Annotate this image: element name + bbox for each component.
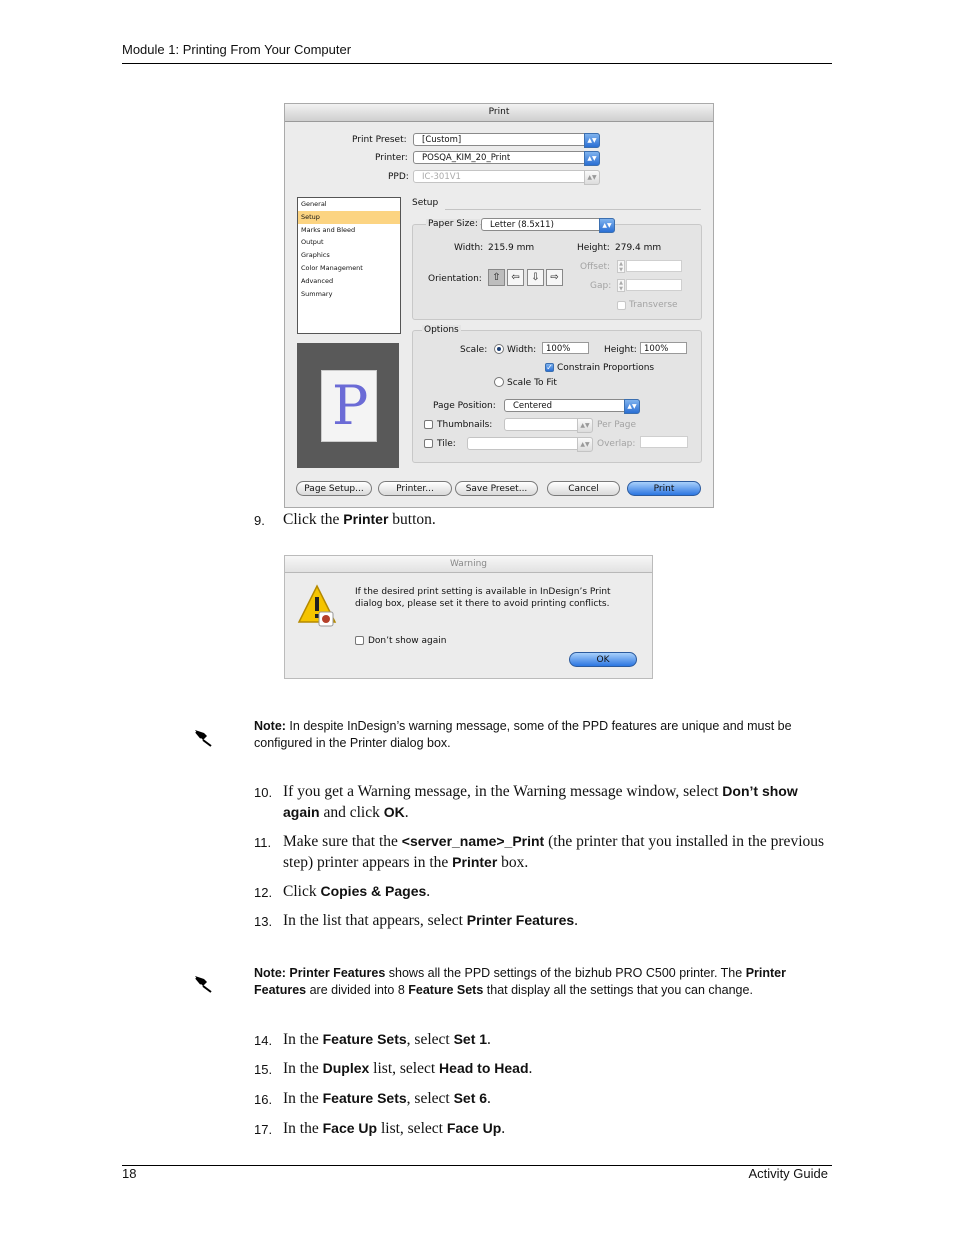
step-text: . (487, 1031, 491, 1048)
print-button[interactable]: Print (627, 481, 701, 496)
note-bold: Printer Features (254, 966, 786, 997)
page-number: 18 (122, 1166, 137, 1181)
step-16 (254, 1088, 491, 1109)
step-15 (254, 1058, 533, 1079)
step-text: list, select (369, 1060, 440, 1077)
height-value: 279.4 mm (615, 243, 662, 253)
step-number: 9. (254, 513, 265, 528)
step-text: Click (283, 883, 321, 900)
dont-show-label: Don’t show again (368, 636, 447, 646)
step-number: 10. (254, 785, 273, 800)
width-value: 215.9 mm (488, 243, 535, 253)
warning-title: Warning (285, 556, 652, 573)
thumbnails-checkbox[interactable] (424, 420, 433, 429)
step-text: Click the (283, 511, 344, 528)
warning-message-line2: dialog box, please set it there to avoid printing conflicts. (355, 599, 610, 609)
section-list[interactable] (297, 197, 401, 334)
scale-to-fit-radio[interactable] (494, 377, 504, 387)
note-label: Note: (254, 966, 290, 980)
header-rule (122, 63, 832, 64)
step-9 (254, 509, 436, 530)
popup-arrows-icon: ▲▼ (584, 170, 600, 185)
dialog-title: Print (285, 104, 713, 122)
step-text: Make sure that the (283, 833, 402, 850)
printer-value: POSQA_KIM_20_Print (422, 153, 511, 163)
step-12 (254, 881, 431, 902)
note-text: are divided into 8 (306, 983, 409, 997)
step-bold: Set 1 (453, 1031, 488, 1047)
section-item-marks[interactable]: Marks and Bleed (301, 225, 356, 234)
step-bold: OK (383, 804, 405, 820)
step-text: In the (283, 1090, 323, 1107)
scale-width-label: Width: (507, 345, 537, 355)
portrait-button[interactable]: ⇧ (488, 269, 505, 286)
gap-label: Gap: (590, 281, 612, 291)
section-item-setup[interactable]: Setup (298, 211, 400, 224)
note-bold: Feature Sets (408, 983, 484, 997)
note-1 (254, 718, 832, 752)
options-heading: Options (424, 325, 459, 335)
note-label: Note: (254, 719, 286, 733)
paper-size-select[interactable] (481, 218, 615, 231)
paper-size-label: Paper Size: (428, 219, 478, 229)
step-number: 16. (254, 1092, 273, 1107)
note-text: that display all the settings that you can change. (483, 983, 753, 997)
step-11 (254, 831, 828, 873)
step-14 (254, 1029, 491, 1050)
step-number: 12. (254, 885, 273, 900)
footer-title: Activity Guide (748, 1166, 828, 1181)
gap-field[interactable] (626, 279, 682, 291)
step-bold: Don’t show again (283, 783, 798, 820)
dont-show-checkbox[interactable] (355, 636, 364, 645)
scale-height-field[interactable]: 100% (640, 342, 687, 354)
reverse-portrait-button[interactable]: ⇩ (527, 269, 544, 286)
step-text: If you get a Warning message, in the Warning message window, select (283, 783, 723, 800)
warning-message-line1: If the desired print setting is available in InDesign’s Print (355, 587, 611, 597)
step-text: In the (283, 1120, 323, 1137)
constrain-label: Constrain Proportions (557, 363, 655, 373)
step-text: and click (319, 804, 384, 821)
step-text: . (528, 1060, 533, 1077)
step-bold: Face Up (322, 1120, 378, 1136)
running-header: Module 1: Printing From Your Computer (122, 42, 352, 57)
printer-button[interactable]: Printer... (378, 481, 452, 496)
print-preset-select[interactable] (413, 133, 600, 146)
step-bold: Set 6 (453, 1090, 488, 1106)
step-text: . (574, 912, 579, 929)
step-text: list, select (377, 1120, 447, 1137)
step-text: , select (406, 1090, 454, 1107)
scale-width-field[interactable]: 100% (542, 342, 589, 354)
scale-height-label: Height: (604, 345, 637, 355)
thumbnails-select[interactable] (504, 418, 593, 431)
footer-rule (122, 1165, 832, 1166)
tile-checkbox[interactable] (424, 439, 433, 448)
step-number: 11. (254, 835, 272, 850)
tile-select[interactable] (467, 437, 593, 450)
step-text: . (501, 1120, 506, 1137)
step-10 (254, 781, 828, 823)
step-text: (the printer that you installed in the previous step) printer appears in the (283, 833, 825, 871)
step-text: . (404, 804, 409, 821)
printer-select[interactable] (413, 151, 600, 164)
scale-to-fit-label: Scale To Fit (507, 378, 557, 388)
note-2 (254, 965, 832, 999)
step-number: 14. (254, 1033, 273, 1048)
step-17 (254, 1118, 506, 1139)
page-position-value: Centered (513, 401, 553, 411)
page-position-select[interactable] (504, 399, 640, 412)
section-item-graphics[interactable]: Graphics (301, 251, 330, 260)
preview-paper (321, 370, 377, 442)
step-number: 13. (254, 914, 273, 929)
print-preset-label: Print Preset: (352, 135, 407, 145)
step-bold: Printer Features (466, 912, 575, 928)
page-position-label: Page Position: (433, 401, 496, 411)
offset-label: Offset: (580, 262, 611, 272)
step-text: In the (283, 1060, 323, 1077)
step-text: In the list that appears, select (283, 912, 467, 929)
step-bold: Head to Head (439, 1060, 529, 1076)
section-item-output[interactable]: Output (301, 238, 324, 247)
step-bold: Face Up (446, 1120, 502, 1136)
overlap-field[interactable] (640, 436, 688, 448)
height-label: Height: (577, 243, 610, 253)
section-item-general[interactable]: General (301, 200, 327, 208)
popup-arrows-icon: ▲▼ (577, 418, 593, 433)
scale-width-radio[interactable] (494, 344, 504, 354)
note-bold: Printer Features (289, 966, 386, 980)
step-bold: Feature Sets (322, 1031, 407, 1047)
ppd-select[interactable] (413, 170, 600, 183)
popup-arrows-icon: ▲▼ (584, 133, 600, 148)
warning-icon (297, 584, 337, 628)
popup-arrows-icon: ▲▼ (577, 437, 593, 452)
step-number: 15. (254, 1062, 273, 1077)
step-number: 17. (254, 1122, 273, 1137)
preview-letter: P (332, 374, 369, 437)
offset-field[interactable] (626, 260, 682, 272)
step-text: . (426, 883, 431, 900)
thumbnails-label: Thumbnails: (437, 420, 493, 430)
orientation-label: Orientation: (428, 274, 482, 284)
section-item-summary[interactable]: Summary (301, 289, 333, 298)
step-text: box. (497, 854, 529, 871)
warning-dialog (284, 555, 653, 679)
popup-arrows-icon: ▲▼ (599, 218, 615, 233)
pushpin-icon (192, 973, 214, 995)
overlap-label: Overlap: (597, 439, 636, 449)
per-page-label: Per Page (597, 420, 636, 430)
popup-arrows-icon: ▲▼ (624, 399, 640, 414)
gap-stepper[interactable]: ▲ ▼ (617, 279, 625, 292)
section-item-color[interactable]: Color Management (301, 263, 363, 272)
step-bold: Printer (452, 854, 498, 870)
printer-label: Printer: (375, 153, 408, 163)
width-label: Width: (454, 243, 484, 253)
paper-size-value: Letter (8.5x11) (490, 220, 554, 230)
note-text: shows all the PPD settings of the bizhub PRO C500 printer. The (385, 966, 746, 980)
constrain-checkbox[interactable]: ✓ (546, 363, 553, 372)
print-preset-value: [Custom] (422, 135, 462, 145)
step-text: In the (283, 1031, 323, 1048)
page-preview (297, 343, 399, 468)
step-bold: Printer (343, 511, 389, 527)
landscape-button[interactable]: ⇦ (507, 269, 524, 286)
pushpin-icon (192, 727, 214, 749)
scale-label: Scale: (460, 345, 488, 355)
tile-label: Tile: (437, 439, 456, 449)
step-bold: Copies & Pages (320, 883, 427, 899)
note-text: In despite InDesign’s warning message, some of the PPD features are unique and must be configured in the Printer dialog box. (254, 719, 792, 750)
popup-arrows-icon: ▲▼ (584, 151, 600, 166)
setup-heading: Setup (412, 198, 439, 208)
step-text: , select (406, 1031, 454, 1048)
setup-rule (445, 209, 701, 210)
step-bold: <server_name>_Print (401, 833, 545, 849)
page-setup-button[interactable]: Page Setup... (296, 481, 372, 496)
save-preset-button[interactable]: Save Preset... (455, 481, 538, 496)
reverse-landscape-button[interactable]: ⇨ (546, 269, 563, 286)
ppd-value: IC-301V1 (422, 172, 461, 182)
transverse-label: Transverse (629, 300, 678, 310)
print-dialog (284, 103, 714, 508)
step-bold: Duplex (322, 1060, 370, 1076)
ppd-label: PPD: (388, 172, 409, 182)
transverse-checkbox[interactable] (617, 301, 626, 310)
ok-button[interactable]: OK (569, 652, 637, 667)
cancel-button[interactable]: Cancel (547, 481, 620, 496)
step-bold: Feature Sets (322, 1090, 407, 1106)
section-item-advanced[interactable]: Advanced (301, 276, 334, 285)
step-text: . (487, 1090, 491, 1107)
step-13 (254, 910, 579, 931)
step-text: button. (388, 511, 436, 528)
offset-stepper[interactable]: ▲ ▼ (617, 260, 625, 273)
